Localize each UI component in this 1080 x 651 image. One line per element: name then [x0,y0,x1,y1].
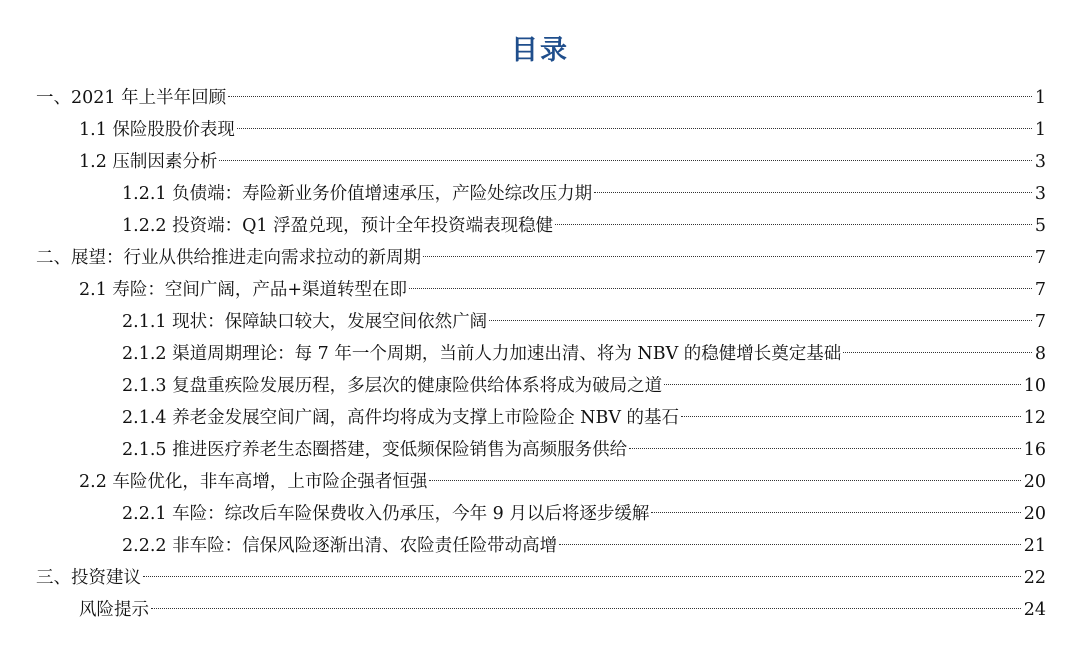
toc-entry-label: 二、展望：行业从供给推进走向需求拉动的新周期 [36,248,421,268]
toc-entry-label: 2.1.5 推进医疗养老生态圈搭建，变低频保险销售为高频服务供给 [122,440,628,460]
dot-leader [555,224,1032,225]
toc-entry-page: 8 [1034,344,1046,364]
toc-entry-label: 2.1.1 现状：保障缺口较大，发展空间依然广阔 [122,312,488,332]
toc-entry[interactable] [122,307,1046,337]
toc-entry-page: 1 [1034,120,1046,140]
toc-entry-label: 2.2.1 车险：综改后车险保费收入仍承压，今年 9 月以后将逐步缓解 [122,504,650,524]
dot-leader [151,608,1021,609]
toc-entry[interactable] [122,339,1046,369]
toc-entry[interactable] [36,83,1046,113]
toc-entry-page: 5 [1034,216,1046,236]
toc-entry-label: 2.1.2 渠道周期理论：每 7 年一个周期，当前人力加速出清、将为 NBV 的稳健增长奠定基础 [122,344,842,364]
dot-leader [228,96,1032,97]
toc-entry-page: 20 [1023,504,1046,524]
dot-leader [681,416,1021,417]
toc-entry-page: 7 [1034,312,1046,332]
toc-entry-page: 7 [1034,248,1046,268]
toc-entry-page: 24 [1023,600,1046,620]
toc-entry[interactable] [79,595,1046,625]
toc-entry-page: 7 [1034,280,1046,300]
toc-entry-label: 2.1.4 养老金发展空间广阔，高件均将成为支撑上市险险企 NBV 的基石 [122,408,680,428]
toc-entry-label: 2.1.3 复盘重疾险发展历程，多层次的健康险供给体系将成为破局之道 [122,376,663,396]
dot-leader [664,384,1021,385]
toc-entry-label: 2.1 寿险：空间广阔，产品+渠道转型在即 [79,280,408,300]
dot-leader [651,512,1020,513]
toc-entry[interactable] [122,371,1046,401]
toc-entry-label: 1.2 压制因素分析 [79,152,218,172]
toc-entry[interactable] [79,147,1046,177]
toc-entry[interactable] [36,243,1046,273]
dot-leader [219,160,1031,161]
toc-entry[interactable] [122,435,1046,465]
page-title: 目录 [511,35,569,66]
dot-leader [409,288,1032,289]
dot-leader [594,192,1032,193]
toc-entry[interactable] [79,275,1046,305]
toc-entry-page: 22 [1023,568,1046,588]
dot-leader [489,320,1032,321]
toc-entry[interactable] [36,563,1046,593]
toc-entry-label: 三、投资建议 [36,568,141,588]
toc-entry[interactable] [79,467,1046,497]
toc-entry-page: 1 [1034,88,1046,108]
toc-entry[interactable] [122,531,1046,561]
toc-entry[interactable] [122,499,1046,529]
toc-entry-label: 一、2021 年上半年回顾 [36,88,227,108]
dot-leader [423,256,1032,257]
toc-entry-page: 10 [1023,376,1046,396]
dot-leader [843,352,1032,353]
toc-entry[interactable] [122,403,1046,433]
toc-entry-page: 12 [1023,408,1046,428]
toc-entry-page: 21 [1023,536,1046,556]
toc-entry-page: 3 [1034,152,1046,172]
toc-entry-page: 3 [1034,184,1046,204]
toc-entry-label: 2.2.2 非车险：信保风险逐渐出清、农险责任险带动高增 [122,536,558,556]
toc-entry-label: 1.1 保险股股价表现 [79,120,235,140]
toc-entry[interactable] [122,179,1046,209]
toc-entry-label: 1.2.2 投资端：Q1 浮盈兑现，预计全年投资端表现稳健 [122,216,554,236]
toc-entry[interactable] [122,211,1046,241]
toc-entry-page: 20 [1023,472,1046,492]
toc-entry[interactable] [79,115,1046,145]
toc-entry-label: 1.2.1 负债端：寿险新业务价值增速承压，产险处综改压力期 [122,184,593,204]
toc-entry-label: 2.2 车险优化，非车高增，上市险企强者恒强 [79,472,428,492]
dot-leader [629,448,1021,449]
dot-leader [237,128,1032,129]
dot-leader [143,576,1021,577]
toc-entry-label: 风险提示 [79,600,149,620]
dot-leader [429,480,1020,481]
dot-leader [559,544,1021,545]
toc-entry-page: 16 [1023,440,1046,460]
